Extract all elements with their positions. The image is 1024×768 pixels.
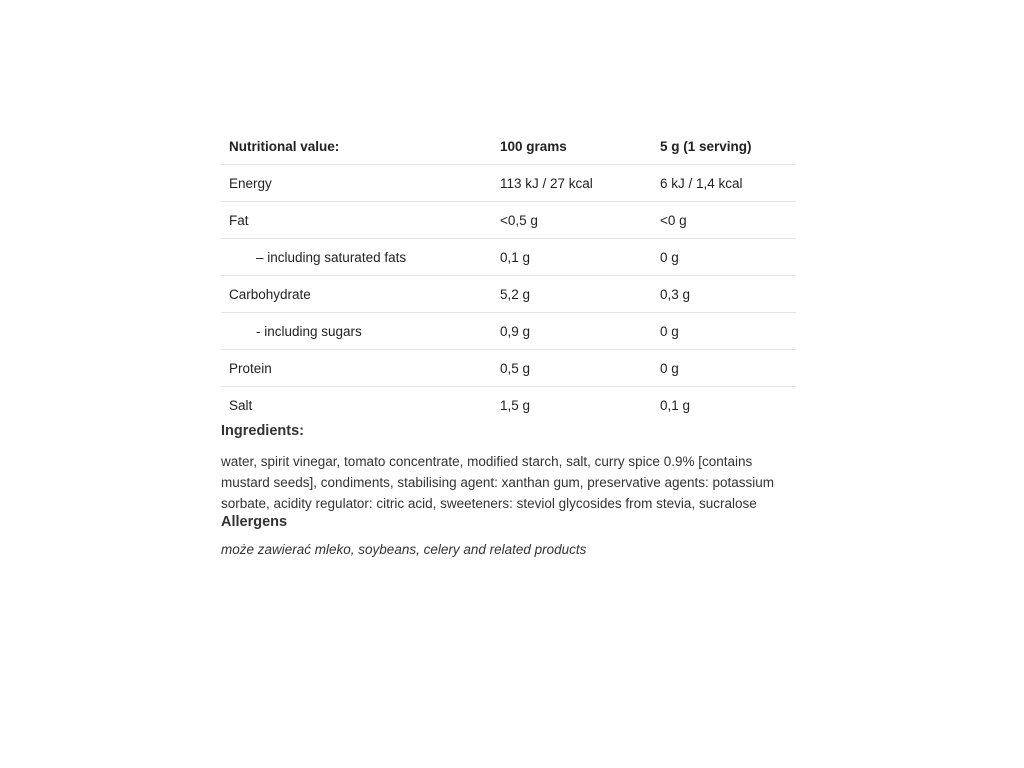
header-nutritional-value: Nutritional value:	[221, 128, 492, 165]
header-serving: 5 g (1 serving)	[652, 128, 796, 165]
value-per-100g: 5,2 g	[492, 276, 652, 313]
nutrient-name: - including sugars	[221, 313, 492, 350]
value-per-100g: 0,5 g	[492, 350, 652, 387]
header-100-grams: 100 grams	[492, 128, 652, 165]
table-row-salt	[221, 387, 796, 424]
nutrient-name: – including saturated fats	[221, 239, 492, 276]
value-per-serving: 0,3 g	[652, 276, 796, 313]
nutrient-name: Energy	[221, 165, 492, 202]
value-per-serving: 0,1 g	[660, 397, 691, 413]
table-row-energy	[221, 165, 796, 202]
value-per-serving: 0 g	[652, 350, 796, 387]
value-per-100g: 1,5 g	[500, 397, 531, 413]
value-per-100g: 113 kJ / 27 kcal	[492, 165, 652, 202]
table-row-sugars	[221, 313, 796, 350]
allergens-text: może zawierać mleko, soybeans, celery and related products	[221, 542, 587, 557]
value-per-serving: 0 g	[652, 313, 796, 350]
nutrition-table	[221, 128, 796, 423]
value-per-serving: 0 g	[652, 239, 796, 276]
table-row-protein	[221, 350, 796, 387]
table-row-fat	[221, 202, 796, 239]
table-row-saturated-fats	[221, 239, 796, 276]
allergens-heading: Allergens	[221, 514, 288, 530]
ingredients-heading: Ingredients:	[221, 423, 304, 439]
product-info	[221, 128, 796, 557]
nutrient-name: Carbohydrate	[221, 276, 492, 313]
nutrient-name: Fat	[221, 202, 492, 239]
table-header-row	[221, 128, 796, 165]
value-per-serving: <0 g	[652, 202, 796, 239]
value-per-100g: 0,9 g	[492, 313, 652, 350]
ingredients-text: water, spirit vinegar, tomato concentrate, modified starch, salt, curry spice 0.9% [contains mustard seeds], condiments, stabilising agent: xanthan gum, preservative agents: potassium sorbate, acidity regulator: citric acid, sweeteners: steviol glycosides from stevia, sucralose	[221, 454, 775, 511]
table-row-carbohydrate	[221, 276, 796, 313]
value-per-serving: 6 kJ / 1,4 kcal	[652, 165, 796, 202]
nutrient-name: Salt	[229, 397, 253, 413]
value-per-100g: <0,5 g	[492, 202, 652, 239]
nutrient-name: Protein	[221, 350, 492, 387]
value-per-100g: 0,1 g	[492, 239, 652, 276]
